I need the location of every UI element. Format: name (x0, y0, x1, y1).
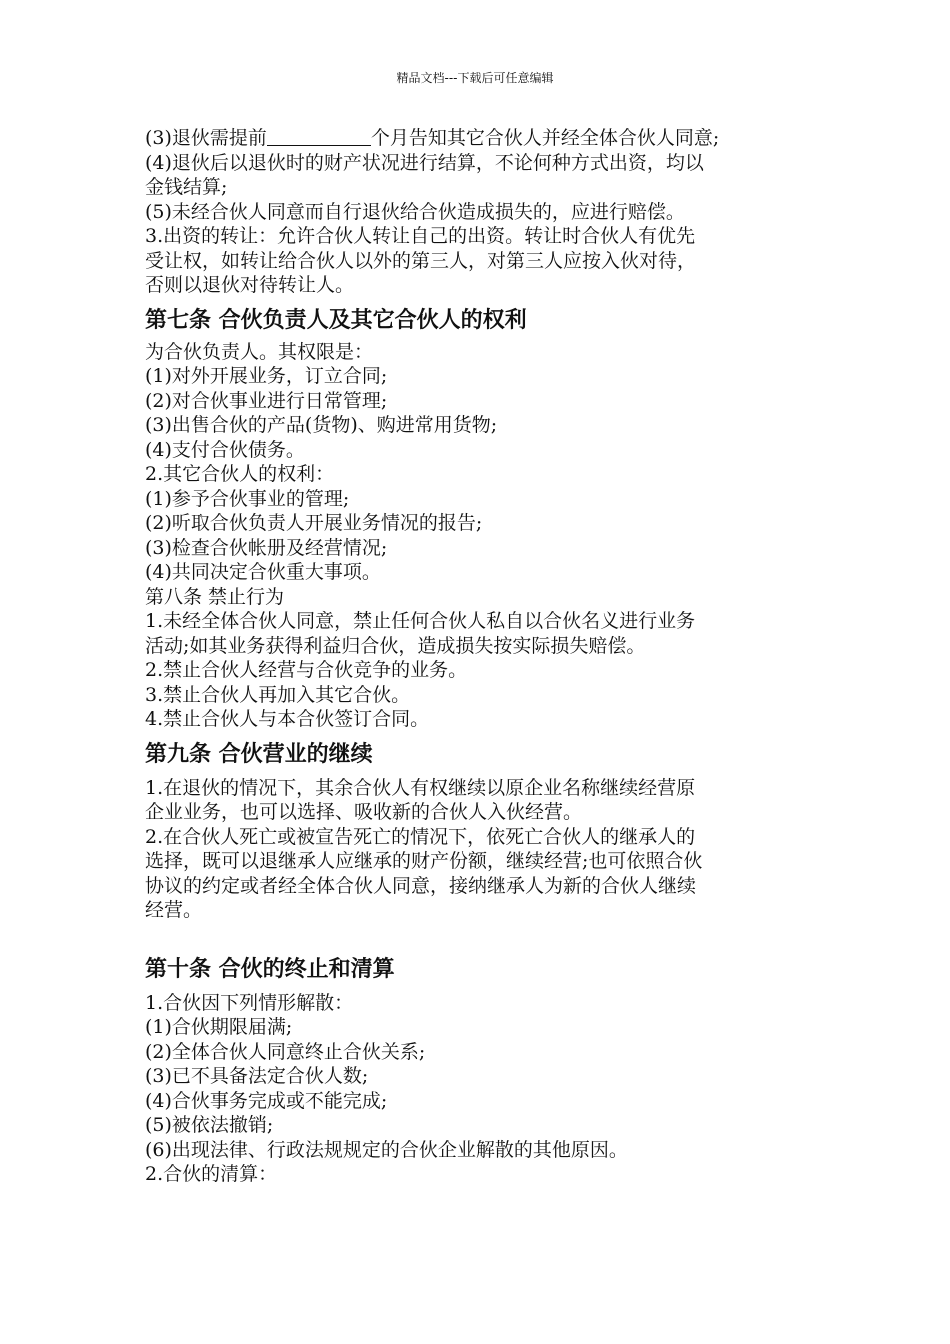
paragraph-line: (2)听取合伙负责人开展业务情况的报告; (145, 512, 483, 534)
paragraph-line: 1.合伙因下列情形解散： (145, 991, 354, 1014)
paragraph-line: (2)全体合伙人同意终止合伙关系; (145, 1040, 426, 1063)
paragraph-line: 3.禁止合伙人再加入其它合伙。 (145, 683, 411, 706)
document-body (145, 126, 815, 1187)
paragraph-line: 经营。 (145, 899, 203, 921)
paragraph-line: (4)共同决定合伙重大事项。 (145, 561, 381, 583)
paragraph-line: (1)参予合伙事业的管理; (145, 487, 350, 510)
paragraph-line: (5)被依法撤销; (145, 1114, 274, 1136)
paragraph-line: (3)已不具备法定合伙人数; (145, 1065, 369, 1087)
paragraph-line: (3)出售合伙的产品(货物)、购进常用货物; (145, 414, 498, 436)
paragraph-line: (3)检查合伙帐册及经营情况; (145, 536, 388, 559)
paragraph-line: (1)合伙期限届满; (145, 1016, 293, 1038)
section-heading: 第七条 合伙负责人及其它合伙人的权利 (145, 307, 527, 333)
paragraph-line: 活动;如其业务获得利益归合伙，造成损失按实际损失赔偿。 (145, 634, 646, 657)
paragraph-line: (6)出现法律、行政法规规定的合伙企业解散的其他原因。 (145, 1138, 628, 1161)
paragraph-line: 选择，既可以退继承人应继承的财产份额，继续经营;也可依照合伙 (145, 850, 703, 872)
paragraph-line: 2.合伙的清算： (145, 1163, 278, 1185)
paragraph-line: 为合伙负责人。其权限是： (145, 340, 374, 363)
paragraph-line: (1)对外开展业务，订立合同; (145, 365, 388, 387)
paragraph-line: (4)退伙后以退伙时的财产状况进行结算，不论何种方式出资，均以 (145, 151, 704, 174)
paragraph-line: 1.未经全体合伙人同意，禁止任何合伙人私自以合伙名义进行业务 (145, 610, 696, 632)
paragraph-line: 企业业务，也可以选择、吸收新的合伙人入伙经营。 (145, 801, 583, 823)
paragraph-line: 第八条 禁止行为 (145, 585, 285, 608)
paragraph-line: 4.禁止合伙人与本合伙签订合同。 (145, 708, 430, 730)
paragraph-line: 否则以退伙对待转让人。 (145, 274, 355, 296)
paragraph-line: 2.禁止合伙人经营与合伙竞争的业务。 (145, 659, 468, 681)
section-heading: 第十条 合伙的终止和清算 (145, 956, 395, 982)
paragraph-line: 3.出资的转让：允许合伙人转让自己的出资。转让时合伙人有优先 (145, 225, 696, 247)
page-header: 精品文档---下载后可任意编辑 (396, 71, 554, 85)
paragraph-line: 2.其它合伙人的权利： (145, 463, 335, 485)
fill-in-blank (267, 127, 371, 146)
paragraph-line: 2.在合伙人死亡或被宣告死亡的情况下，依死亡合伙人的继承人的 (145, 825, 696, 848)
section-heading: 第九条 合伙营业的继续 (145, 741, 373, 767)
paragraph-line: 金钱结算; (145, 176, 228, 198)
line-text-before-blank: (3)退伙需提前 (145, 127, 267, 149)
paragraph-line: 协议的约定或者经全体合伙人同意，接纳继承人为新的合伙人继续 (145, 874, 697, 897)
paragraph-line: (4)合伙事务完成或不能完成; (145, 1089, 388, 1112)
paragraph-line-with-blank (145, 126, 815, 151)
paragraph-line: 受让权，如转让给合伙人以外的第三人，对第三人应按入伙对待， (145, 249, 697, 272)
paragraph-line: (2)对合伙事业进行日常管理; (145, 389, 388, 412)
line-text-after-blank: 个月告知其它合伙人并经全体合伙人同意; (370, 127, 720, 149)
paragraph-line: (5)未经合伙人同意而自行退伙给合伙造成损失的，应进行赔偿。 (145, 200, 685, 223)
paragraph-line: (4)支付合伙债务。 (145, 438, 305, 461)
paragraph-line: 1.在退伙的情况下，其余合伙人有权继续以原企业名称继续经营原 (145, 776, 696, 799)
